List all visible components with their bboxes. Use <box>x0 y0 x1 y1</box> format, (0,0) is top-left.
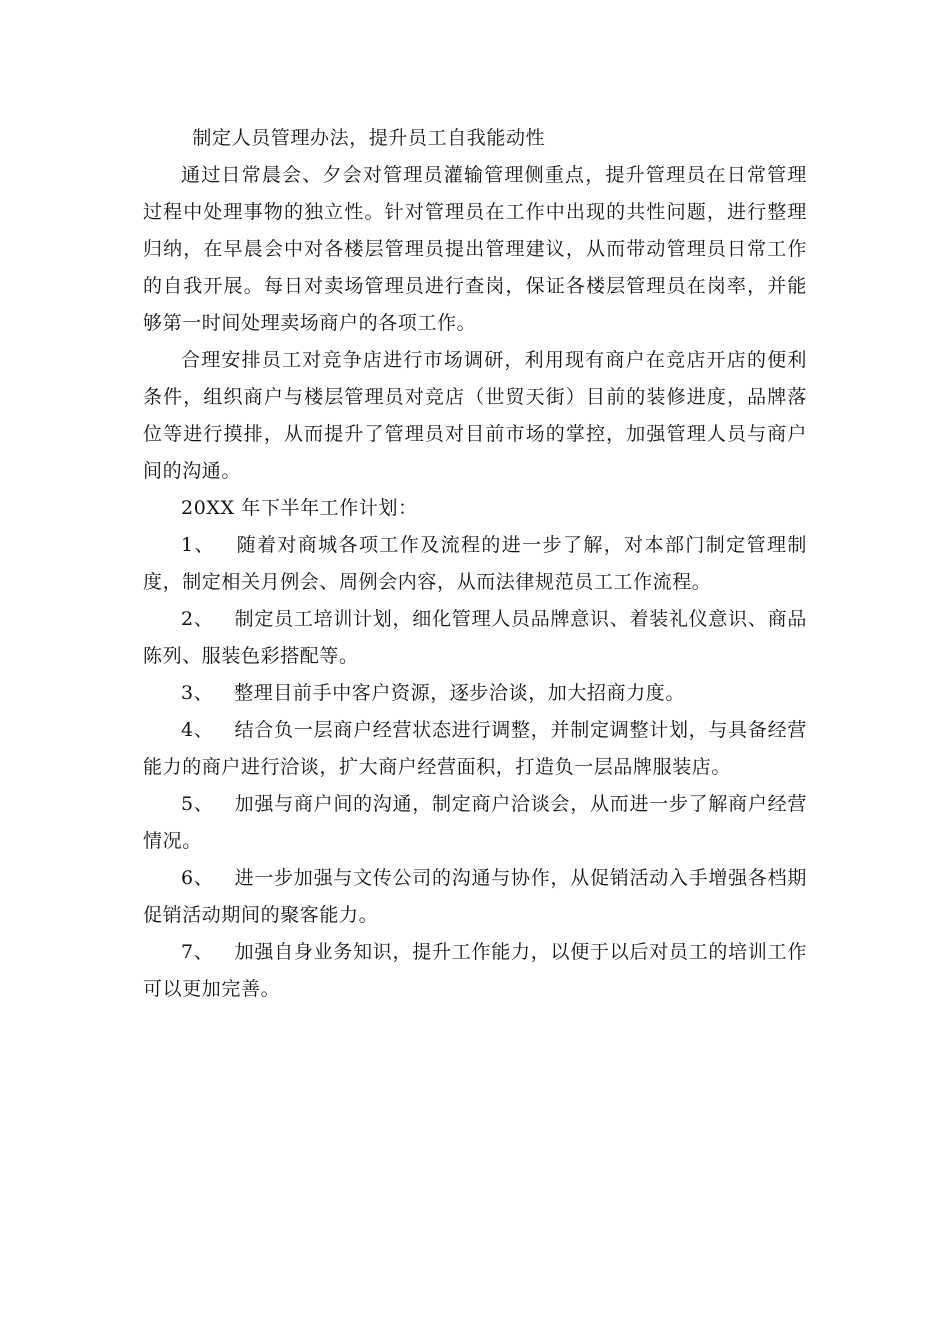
document-body <box>143 120 807 1008</box>
plan-item-number: 5、 <box>181 793 214 815</box>
plan-item-number: 6、 <box>181 867 214 889</box>
plan-item-number: 2、 <box>181 608 214 630</box>
plan-item-number: 1、 <box>181 534 215 556</box>
plan-item-text: 结合负一层商户经营状态进行调整，并制定调整计划，与具备经营能力的商户进行洽谈，扩大商户经营面积，打造负一层品牌服装店。 <box>143 719 807 778</box>
paragraph-market-research: 合理安排员工对竞争店进行市场调研，利用现有商户在竞店开店的便利条件，组织商户与楼层管理员对竞店（世贸天街）目前的装修进度，品牌落位等进行摸排，从而提升了管理员对目前市场的掌控，加强管理人员与商户间的沟通。 <box>143 349 807 482</box>
plan-item-text: 加强与商户间的沟通，制定商户洽谈会，从而进一步了解商户经营情况。 <box>143 793 807 852</box>
plan-item-text: 制定员工培训计划，细化管理人员品牌意识、着装礼仪意识、商品陈列、服装色彩搭配等。 <box>143 608 807 667</box>
plan-item <box>143 934 807 1008</box>
section-heading: 制定人员管理办法，提升员工自我能动性 <box>192 127 546 149</box>
plan-item-text: 进一步加强与文传公司的沟通与协作，从促销活动入手增强各档期促销活动期间的聚客能力。 <box>143 867 807 926</box>
plan-item-number: 3、 <box>181 682 214 704</box>
plan-item-text: 整理目前手中客户资源，逐步洽谈，加大招商力度。 <box>234 682 685 704</box>
plan-item <box>143 712 807 786</box>
plan-item <box>143 860 807 934</box>
plan-item <box>143 786 807 860</box>
plan-item-text: 随着对商城各项工作及流程的进一步了解，对本部门制定管理制度，制定相关月例会、周例会内容，从而法律规范员工工作流程。 <box>143 534 807 593</box>
plan-title: 20XX 年下半年工作计划： <box>181 497 418 519</box>
plan-item <box>143 527 807 601</box>
paragraph-staff-management: 通过日常晨会、夕会对管理员灌输管理侧重点，提升管理员在日常管理过程中处理事物的独立性。针对管理员在工作中出现的共性问题，进行整理归纳，在早晨会中对各楼层管理员提出管理建议，从而带动管理员日常工作的自我开展。每日对卖场管理员进行查岗，保证各楼层管理员在岗率，并能够第一时间处理卖场商户的各项工作。 <box>143 164 807 334</box>
plan-item-number: 4、 <box>181 719 214 741</box>
plan-item-number: 7、 <box>181 941 214 963</box>
plan-item-text: 加强自身业务知识，提升工作能力，以便于以后对员工的培训工作可以更加完善。 <box>143 941 807 1000</box>
plan-item <box>143 601 807 675</box>
plan-item <box>143 675 807 712</box>
